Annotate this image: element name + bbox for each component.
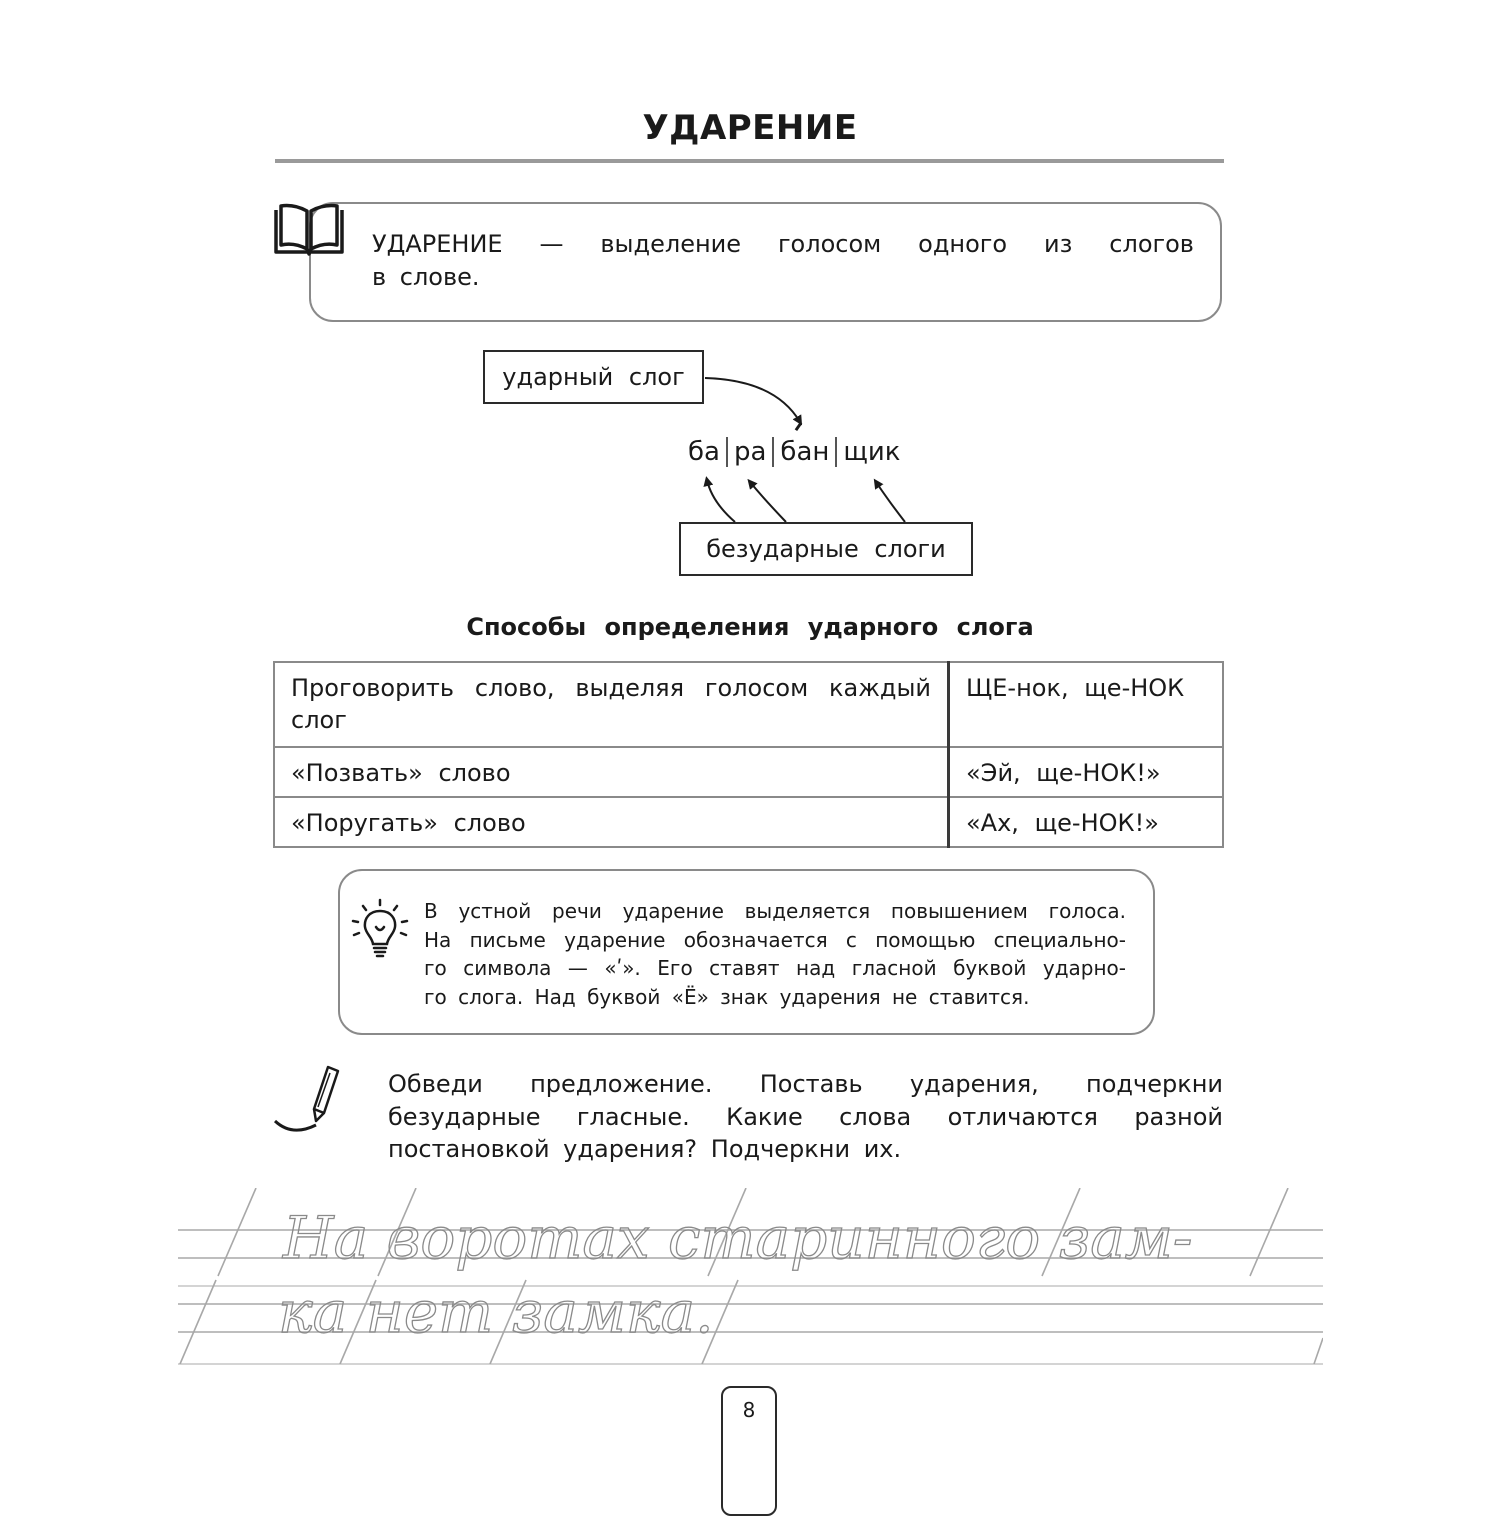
methods-table [273,661,1224,848]
unstressed-syllables-label: безударные слоги [679,522,973,576]
title-divider [275,159,1224,163]
table-row [274,662,1223,747]
methods-title: Способы определения ударного слога [466,613,1034,641]
syllable-text: бан [780,437,830,467]
arrow-to-unstressed-3 [876,482,905,522]
tip-line: го слога. Над буквой «Ё» знак ударения не ставится. [424,984,1030,1009]
copybook-line-2: ка нет замка. [278,1278,714,1346]
syllable: ба [688,437,720,467]
tip-line: На письме ударение обозначается с помощью специально- [424,927,1126,952]
stress-mark-icon [795,422,803,431]
example-cell: ЩЕ-нок, ще-НОК [949,662,1224,747]
page-number: 8 [742,1398,756,1422]
example-cell: «Ах, ще-НОК!» [949,797,1224,847]
definition-line-2: в слове. [372,263,480,291]
method-cell: «Поругать» слово [274,797,949,847]
syllable: щик [843,437,901,467]
definition-text [372,228,1194,294]
method-cell: «Позвать» слово [274,747,949,797]
page-title: УДАРЕНИЕ [642,108,858,148]
arrow-to-unstressed-1 [707,480,735,522]
arrow-to-stressed [705,378,800,422]
example-cell: «Эй, ще-НОК!» [949,747,1224,797]
arrow-to-unstressed-2 [750,482,786,522]
table-row [274,797,1223,847]
copybook-lines [178,1188,1323,1368]
lightbulb-icon [349,897,411,963]
syllable-word [688,437,906,467]
tip-line: В устной речи ударение выделяется повышением голоса. [424,899,1126,923]
definition-word: слогов [1109,230,1194,258]
definition-word: голосом [777,230,882,258]
definition-word: из [1044,230,1073,258]
definition-word: УДАРЕНИЕ [372,230,503,258]
stressed-syllable-label: ударный слог [483,350,704,404]
definition-word: одного [918,230,1008,258]
tip-text [424,897,1126,1011]
open-book-icon [272,202,346,260]
pencil-icon [272,1063,346,1137]
tip-line: го символа — «ʹ». Его ставят над гласной буквой ударно- [424,956,1126,980]
syllable: ра [733,437,767,467]
definition-word: — [539,230,564,258]
copybook-line-1: На воротах старинного зам- [283,1204,1193,1272]
task-text: Обведи предложение. Поставь ударения, подчеркни безударные гласные. Какие слова отличаются разной постановкой ударения? Подчеркни их. [388,1070,1223,1163]
table-row [274,747,1223,797]
method-cell: Проговорить слово, выделяя голосом каждый слог [274,662,949,747]
definition-word: выделение [600,230,742,258]
stressed-syllable [774,437,835,467]
